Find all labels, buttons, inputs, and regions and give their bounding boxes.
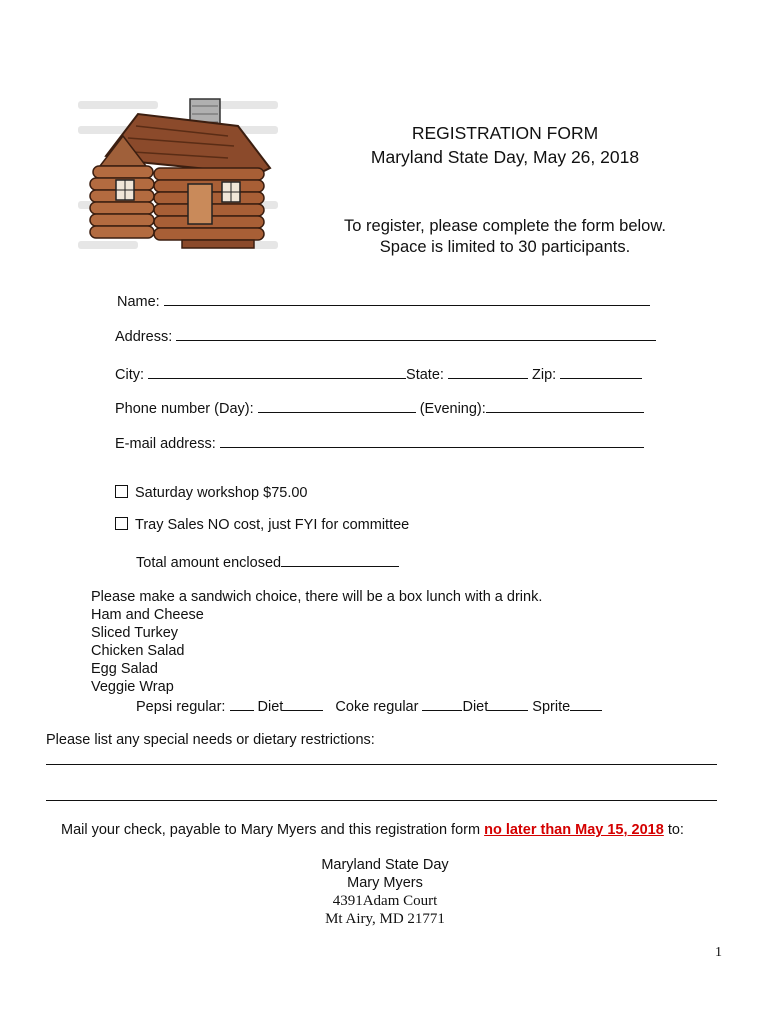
phone-evening-label: (Evening):: [419, 401, 486, 417]
email-field[interactable]: [220, 433, 644, 448]
special-needs-label: Please list any special needs or dietary restrictions:: [46, 732, 375, 748]
email-label: E-mail address:: [115, 436, 216, 452]
mail-suffix: to:: [667, 822, 684, 838]
pepsi-regular-field[interactable]: [230, 696, 254, 711]
total-amount-label: Total amount enclosed: [136, 555, 282, 571]
sandwich-choice: Veggie Wrap: [91, 679, 174, 695]
pepsi-diet-field[interactable]: [283, 696, 323, 711]
saturday-workshop-checkbox[interactable]: [115, 485, 128, 498]
sandwich-choice: Sliced Turkey: [91, 625, 179, 641]
special-needs-line-2[interactable]: [46, 800, 717, 801]
tray-sales-label: Tray Sales NO cost, just FYI for committee: [135, 517, 410, 533]
address-line-4: Mt Airy, MD 21771: [325, 911, 445, 927]
state-field[interactable]: [448, 364, 528, 379]
state-label: State:: [406, 367, 444, 383]
email-row: [115, 433, 644, 453]
address-line-1: Maryland State Day: [321, 857, 449, 873]
coke-regular-field[interactable]: [422, 696, 462, 711]
saturday-workshop-option: [115, 484, 308, 502]
sandwich-choice: Egg Salad: [91, 661, 158, 677]
form-subtitle: Maryland State Day, May 26, 2018: [370, 147, 640, 167]
drinks-row: [136, 696, 602, 716]
sandwich-prompt: Please make a sandwich choice, there will be a box lunch with a drink.: [91, 589, 543, 605]
zip-field[interactable]: [560, 364, 642, 379]
intro-line-2: Space is limited to 30 participants.: [379, 238, 631, 256]
city-row: [115, 364, 642, 384]
tray-sales-checkbox[interactable]: [115, 517, 128, 530]
mail-deadline: no later than May 15, 2018: [484, 822, 664, 838]
sandwich-choice: Chicken Salad: [91, 643, 185, 659]
coke-diet-label: Diet: [462, 699, 489, 715]
city-field[interactable]: [148, 364, 406, 379]
pepsi-regular-label: Pepsi regular:: [136, 699, 226, 715]
tray-sales-option: [115, 516, 409, 534]
name-field[interactable]: [164, 291, 650, 306]
sandwich-choice: Ham and Cheese: [91, 607, 204, 623]
mail-instructions: [61, 821, 684, 839]
coke-diet-field[interactable]: [488, 696, 528, 711]
name-label: Name:: [117, 294, 160, 310]
address-row: [115, 326, 656, 346]
total-amount-field[interactable]: [281, 552, 399, 567]
name-row: [117, 291, 650, 311]
coke-regular-label: Coke regular: [335, 699, 419, 715]
saturday-workshop-label: Saturday workshop $75.00: [135, 485, 308, 501]
address-label: Address:: [115, 329, 173, 345]
total-amount-row: [136, 552, 399, 572]
page-number: 1: [715, 945, 722, 960]
mail-prefix: Mail your check, payable to Mary Myers and this registration form: [61, 822, 481, 838]
intro-line-1: To register, please complete the form below.: [344, 217, 666, 235]
form-title: REGISTRATION FORM: [411, 123, 599, 143]
address-line-2: Mary Myers: [347, 875, 423, 891]
address-line-3: 4391Adam Court: [332, 893, 438, 909]
log-cabin-icon: [78, 96, 278, 256]
pepsi-diet-label: Diet: [257, 699, 284, 715]
phone-evening-field[interactable]: [486, 398, 644, 413]
zip-label: Zip:: [531, 367, 557, 383]
special-needs-line-1[interactable]: [46, 764, 717, 765]
address-field[interactable]: [176, 326, 656, 341]
phone-day-label: Phone number (Day):: [115, 401, 254, 417]
phone-row: [115, 398, 644, 418]
phone-day-field[interactable]: [258, 398, 416, 413]
city-label: City:: [115, 367, 144, 383]
sprite-field[interactable]: [570, 696, 602, 711]
sprite-label: Sprite: [532, 699, 571, 715]
